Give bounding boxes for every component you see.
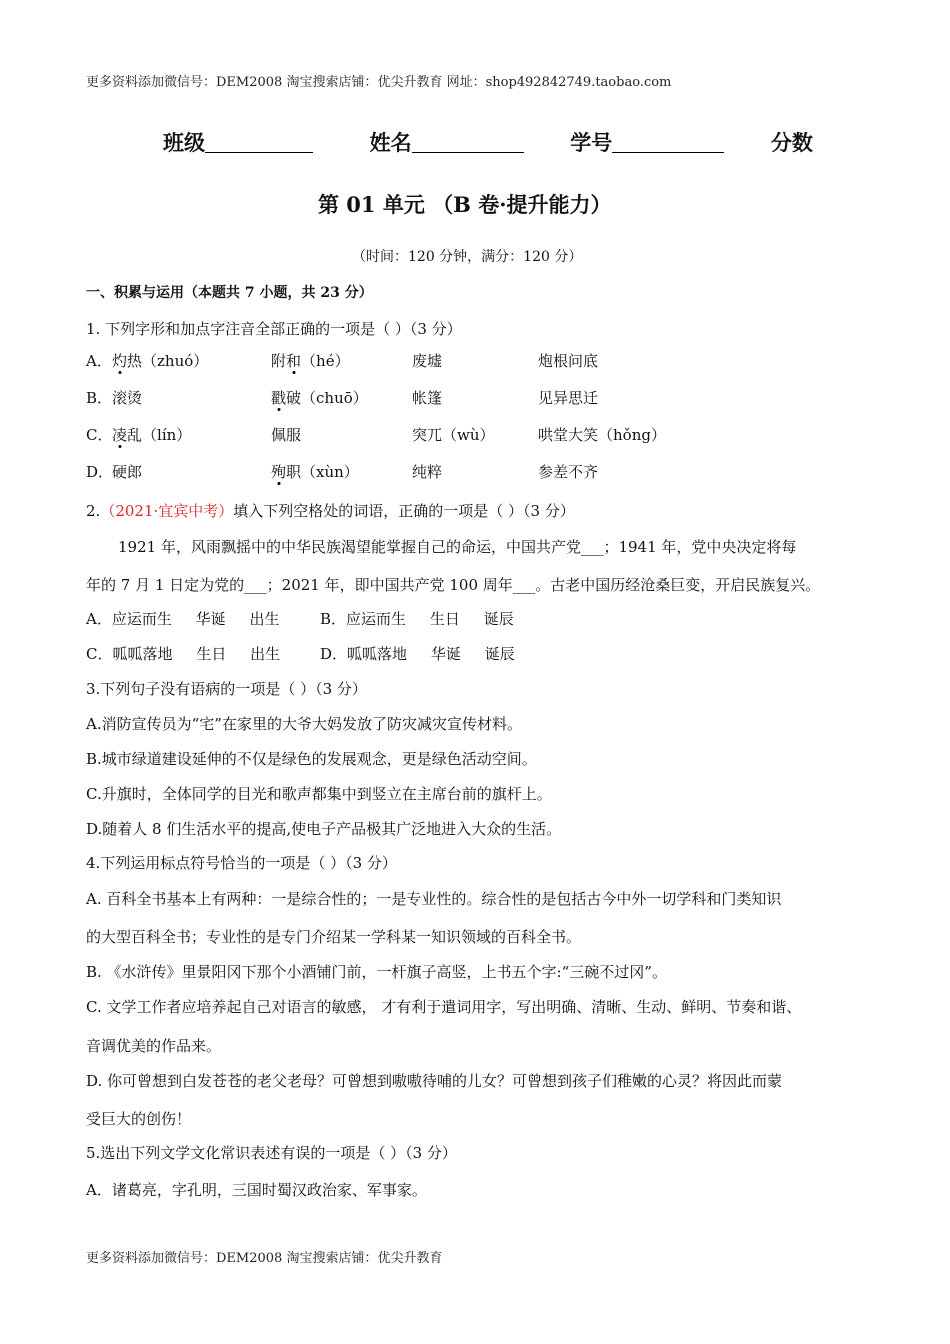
- q1-option-b-label: B．: [86, 389, 113, 407]
- q1-option-c-word1: 凌乱（lín）: [112, 426, 192, 444]
- student-id-blank[interactable]: [612, 132, 724, 153]
- q1-option-b-word1: 滚烫: [112, 389, 143, 407]
- student-id-label: 学号: [570, 130, 613, 155]
- score-label: 分数: [770, 130, 813, 155]
- q1-option-d-word2: 殉职（xùn）: [271, 463, 359, 481]
- q4-option-c-line2: 音调优美的作品来。: [86, 1037, 222, 1055]
- q1-option-a-word4: 炮根问底: [538, 352, 599, 370]
- question-2-passage-line1: 1921 年，风雨飘摇中的中华民族渴望能掌握自己的命运，中国共产党___；1941 年，党中央决定将每: [118, 538, 797, 556]
- question-2-source: （2021·宜宾中考）: [100, 502, 234, 520]
- q1-option-d-word4: 参差不齐: [538, 463, 599, 481]
- q1-option-a-word3: 废墟: [412, 352, 443, 370]
- q4-option-d-line2: 受巨大的创伤！: [86, 1110, 192, 1128]
- q3-option-c: C.升旗时，全体同学的目光和歌声都集中到竖立在主席台前的旗杆上。: [86, 785, 552, 803]
- q3-option-d: D.随着人 8 们生活水平的提高,使电子产品极其广泛地进入大众的生活。: [86, 820, 562, 838]
- q4-option-b: B. 《水浒传》里景阳冈下那个小酒铺门前，一杆旗子高竖，上书五个字:“三碗不过冈”。: [86, 963, 667, 981]
- q1-option-b-word2: 戳破（chuō）: [271, 389, 368, 407]
- q1-option-b-word4: 见异思迁: [538, 389, 599, 407]
- class-blank[interactable]: [205, 132, 313, 153]
- q2-option-a: A．应运而生 华诞 出生: [86, 610, 280, 628]
- page-footer: 更多资料添加微信号：DEM2008 淘宝搜索店铺：优尖升教育: [86, 1251, 443, 1266]
- q3-option-a: A.消防宣传员为“宅”在家里的大爷大妈发放了防灾减灾宣传材料。: [86, 715, 522, 733]
- q1-option-d-label: D．: [86, 463, 114, 481]
- q4-option-d-line1: D. 你可曾想到白发苍苍的老父老母？可曾想到嗷嗷待哺的儿女？可曾想到孩子们稚嫩的心灵？将因此而蒙: [86, 1072, 783, 1090]
- q2-option-d: D．呱呱落地 华诞 诞辰: [320, 645, 515, 663]
- q4-option-a-line1: A. 百科全书基本上有两种：一是综合性的；一是专业性的。综合性的是包括古今中外一切学科和门类知识: [86, 890, 782, 908]
- q4-option-c-line1: C. 文学工作者应培养起自己对语言的敏感， 才有利于遣词用字，写出明确、清晰、生动、鲜明、节奏和谐、: [86, 998, 802, 1016]
- class-label: 班级: [163, 130, 205, 155]
- name-label: 姓名: [369, 130, 412, 155]
- q2-option-c: C．呱呱落地 生日 出生: [86, 645, 281, 663]
- q1-option-a-word2: 附和（hé）: [271, 352, 350, 370]
- question-2-stem: 2.（2021·宜宾中考）填入下列空格处的词语，正确的一项是（ ）（3 分）: [86, 502, 575, 520]
- q3-option-b: B.城市绿道建设延伸的不仅是绿色的发展观念，更是绿色活动空间。: [86, 750, 537, 768]
- question-4-stem: 4.下列运用标点符号恰当的一项是（ ）（3 分）: [86, 854, 397, 872]
- exam-time-note: （时间：120 分钟，满分：120 分）: [352, 249, 583, 265]
- student-info-row: [163, 127, 813, 157]
- q1-option-c-word3: 突兀（wù）: [412, 426, 495, 444]
- question-1-stem: 1. 下列字形和加点字注音全部正确的一项是（ ）（3 分）: [86, 320, 462, 338]
- section-heading: 一、积累与运用（本题共 7 小题，共 23 分）: [86, 285, 373, 301]
- q1-option-c-label: C．: [86, 426, 113, 444]
- page-header: 更多资料添加微信号：DEM2008 淘宝搜索店铺：优尖升教育 网址：shop492842749.taobao.com: [86, 75, 672, 90]
- q1-option-a-word1: 灼热（zhuó）: [112, 352, 209, 370]
- question-2-passage-line2: 年的 7 月 1 日定为党的___；2021 年，即中国共产党 100 周年___。古老中国历经沧桑巨变，开启民族复兴。: [86, 576, 821, 594]
- q2-option-b: B．应运而生 生日 诞辰: [320, 610, 514, 628]
- question-3-stem: 3.下列句子没有语病的一项是（ ）（3 分）: [86, 680, 367, 698]
- question-5-stem: 5.选出下列文学文化常识表述有误的一项是（ ）（3 分）: [86, 1144, 457, 1162]
- page-title: 第 01 单元 （B 卷·提升能力）: [318, 192, 612, 217]
- q1-option-b-word3: 帐篷: [412, 389, 443, 407]
- q1-option-d-word1: 硬郎: [112, 463, 143, 481]
- name-blank[interactable]: [412, 132, 524, 153]
- q1-option-c-word4: 哄堂大笑（hǒng）: [538, 426, 666, 444]
- q1-option-a-label: A．: [86, 352, 112, 370]
- q1-option-d-word3: 纯粹: [412, 463, 443, 481]
- q4-option-a-line2: 的大型百科全书；专业性的是专门介绍某一学科某一知识领域的百科全书。: [86, 928, 582, 946]
- q1-option-c-word2: 佩服: [271, 426, 302, 444]
- q5-option-a: A．诸葛亮，字孔明，三国时蜀汉政治家、军事家。: [86, 1181, 427, 1199]
